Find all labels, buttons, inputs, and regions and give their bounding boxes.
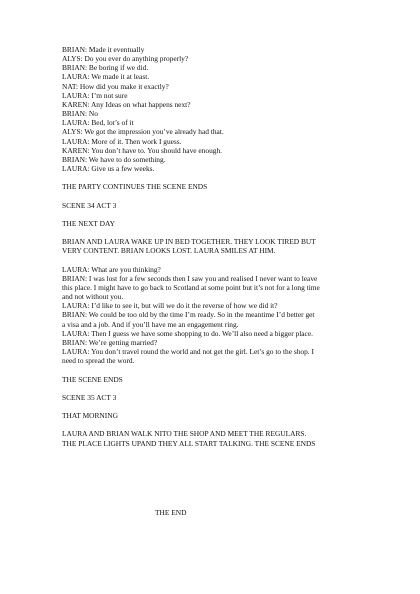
blank-line (62, 191, 388, 200)
blank-line (62, 256, 388, 265)
blank-line (62, 365, 388, 374)
script-line: need to spread the word. (62, 356, 135, 366)
script-line: and not without you. (62, 292, 124, 302)
script-line: LAURA: Bed, lot’s of it (62, 118, 134, 128)
script-line: BRIAN: I was lost for a few seconds then I saw you and realised I never want to leave (62, 273, 318, 283)
blank-line (62, 384, 388, 393)
script-line: ALYS: Do you ever do anything properly? (62, 54, 189, 64)
script-line: BRIAN: Be boring if we did. (62, 63, 149, 73)
script-line: NAT: How did you make it exactly? (62, 81, 169, 91)
blank-line (62, 173, 388, 182)
script-line: KAREN: Any Ideas on what happens next? (62, 99, 191, 109)
script-line: LAURA: More of it. Then work I guess. (62, 136, 182, 146)
script-line: BRIAN: Made it eventually (62, 45, 145, 54)
script-line: KAREN: You don’t have to. You should have enough. (62, 145, 222, 155)
blank-line (62, 420, 388, 429)
script-line: SCENE 35 ACT 3 (62, 392, 117, 402)
script-line: LAURA: Then I guess we have some shopping to do. We’ll also need a bigger place. (62, 328, 313, 338)
script-line: LAURA: I’d like to see it, but will we do it the reverse of how we did it? (62, 301, 278, 311)
script-line: SCENE 34 ACT 3 (62, 200, 117, 210)
script-line: ALYS: We got the impression you’ve already had that. (62, 127, 224, 137)
script-line: THE PARTY CONTINUES THE SCENE ENDS (62, 182, 208, 192)
script-line: VERY CONTENT. BRIAN LOOKS LOST. LAURA SMILES AT HIM. (62, 246, 276, 256)
script-line: BRIAN AND LAURA WAKE UP IN BED TOGETHER. THEY LOOK TIRED BUT (62, 237, 316, 247)
script-line: BRIAN: We could be too old by the time I’m ready. So in the meantime I’d better get (62, 310, 315, 320)
script-line: THE NEXT DAY (62, 218, 115, 228)
script-line: BRIAN: No (62, 109, 98, 119)
script-line: BRIAN: We’re getting married? (62, 337, 158, 347)
script-line: THAT MORNING (62, 411, 118, 421)
blank-line (62, 402, 388, 411)
blank-line (62, 210, 388, 219)
script-line: THE SCENE ENDS (62, 374, 123, 384)
script-line: BRIAN: We have to do something. (62, 154, 166, 164)
script-line: LAURA: Give us a few weeks. (62, 164, 155, 174)
script-line: THE PLACE LIGHTS UPAND THEY ALL START TALKING. THE SCENE ENDS (62, 438, 316, 448)
script-text-body (62, 45, 388, 448)
script-line: LAURA: What are you thinking? (62, 264, 161, 274)
script-line: LAURA: We made it at least. (62, 72, 150, 82)
script-line: this place. I might have to go back to Scotland at some point but it’s not for a long time (62, 282, 320, 292)
the-end-text: THE END (155, 508, 187, 517)
script-line: LAURA: I’m not sure (62, 90, 128, 100)
script-line: LAURA: You don’t travel round the world and not get the girl. Let’s go to the shop. I (62, 347, 314, 357)
blank-line (62, 228, 388, 237)
script-line: a visa and a job. And if you’ll have me an engagement ring. (62, 319, 239, 329)
script-line: LAURA AND BRIAN WALK NITO THE SHOP AND MEET THE REGULARS. (62, 429, 307, 439)
